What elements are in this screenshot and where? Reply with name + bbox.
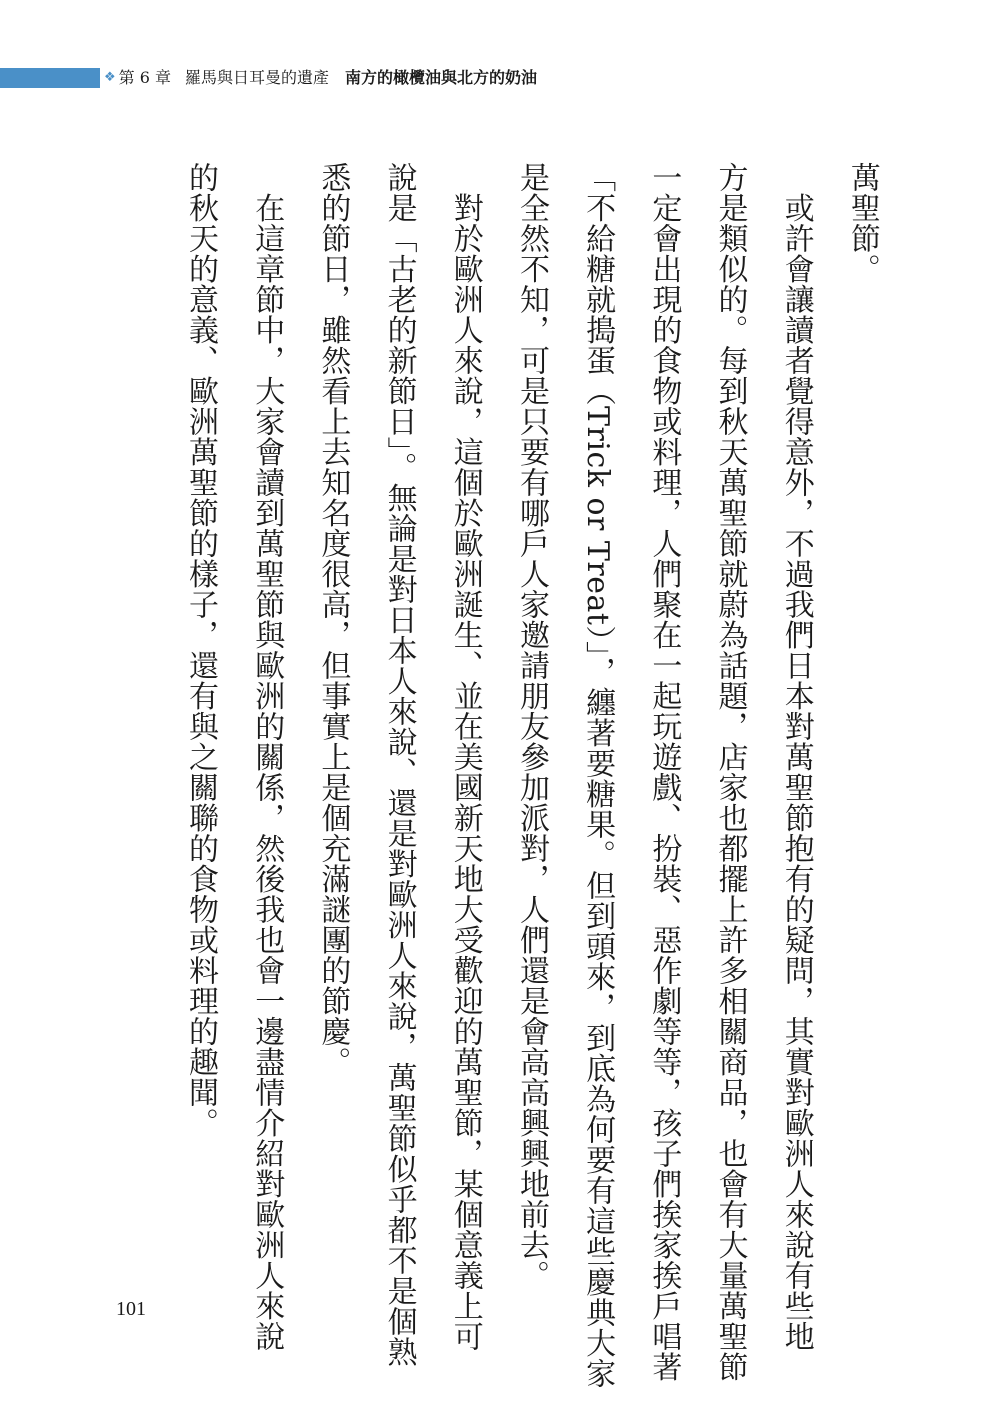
header-accent-bar (0, 68, 100, 88)
text-column: 萬聖節。 (844, 162, 880, 284)
text-column: 在這章節中，大家會讀到萬聖節與歐洲的關係，然後我也會一邊盡情介紹對歐洲人來說 (249, 162, 285, 1352)
section-title: 南方的橄欖油與北方的奶油 (345, 68, 538, 87)
chapter-label: 第 6 章 (118, 68, 172, 87)
diamond-dots-icon: ❖ (104, 70, 116, 85)
text-column: 的秋天的意義、歐洲萬聖節的樣子，還有與之關聯的食物或料理的趣聞。 (183, 162, 218, 1138)
text-column: 說是「古老的新節日」。無論是對日本人來說、還是對歐洲人來說，萬聖節似乎都不是個熟 (381, 162, 417, 1367)
vertical-text-body (178, 162, 884, 1389)
text-column: 對於歐洲人來說，這個於歐洲誕生、並在美國新天地大受歡迎的萬聖節，某個意義上可 (447, 162, 483, 1352)
text-column: 悉的節日，雖然看上去知名度很高，但事實上是個充滿謎團的節慶。 (315, 162, 351, 1077)
text-column: 「不給糖就搗蛋（Trick or Treat）」，纏著要糖果。但到頭來，到底為何要有這些慶典大家 (580, 162, 616, 1389)
text-column: 或許會讓讀者覺得意外，不過我們日本對萬聖節抱有的疑問，其實對歐洲人來說有些地 (778, 162, 814, 1352)
text-column: 一定會出現的食物或料理，人們聚在一起玩遊戲、扮裝、惡作劇等等，孩子們挨家挨戶唱著 (646, 162, 682, 1382)
chapter-title: 羅馬與日耳曼的遺產 (185, 68, 330, 87)
running-header (104, 66, 537, 90)
text-column: 是全然不知，可是只要有哪戶人家邀請朋友參加派對，人們還是會高高興興地前去。 (513, 162, 549, 1291)
text-column: 方是類似的。每到秋天萬聖節就蔚為話題，店家也都擺上許多相關商品，也會有大量萬聖節 (712, 162, 748, 1382)
page-number: 101 (116, 1298, 146, 1320)
